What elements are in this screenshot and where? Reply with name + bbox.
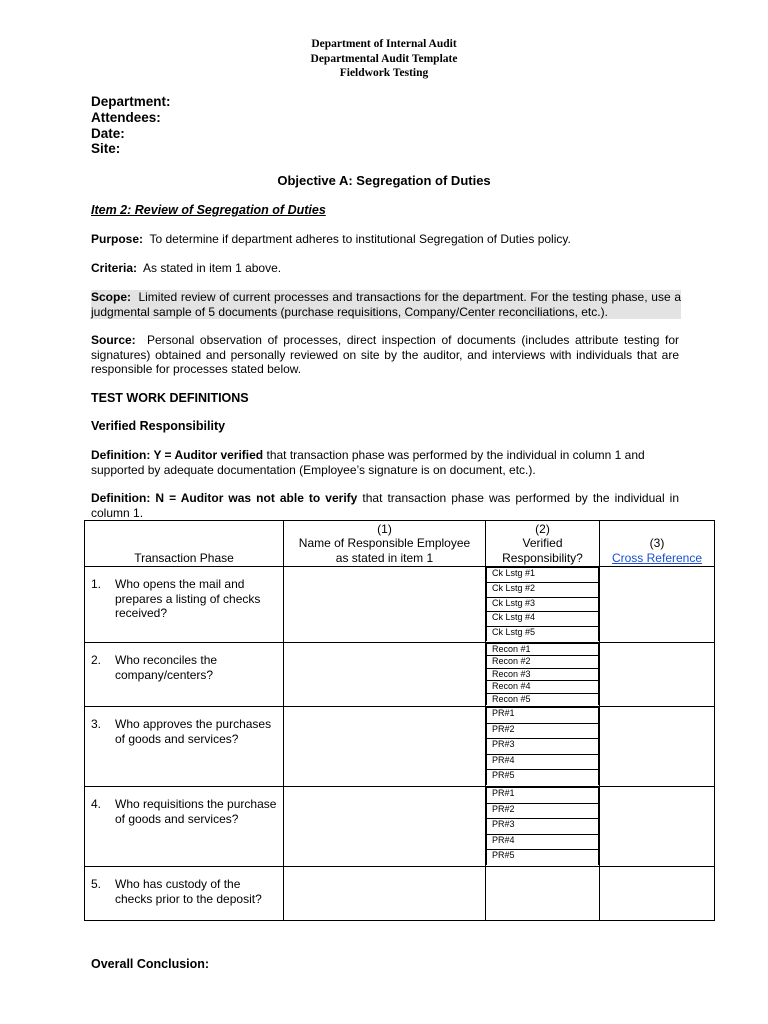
sample-row	[487, 597, 599, 612]
sample-row	[487, 850, 599, 866]
definition-y-text: that transaction phase was performed by the individual in column 1 and supported by adequate documentation (Employee’s signature is on document, etc.).	[91, 448, 645, 477]
sample-label[interactable]: Recon #5	[487, 693, 599, 705]
table-header-row	[85, 521, 715, 567]
responsible-employee-cell[interactable]	[284, 707, 486, 787]
sample-label[interactable]: Recon #1	[487, 644, 599, 656]
sample-list	[486, 643, 599, 705]
question-text: Who opens the mail and prepares a listing of checks received?	[115, 577, 261, 620]
source-paragraph	[91, 333, 679, 377]
col-responsible-employee	[284, 521, 486, 567]
purpose-text: To determine if department adheres to institutional Segregation of Duties policy.	[149, 232, 571, 246]
transaction-phase-cell	[85, 567, 284, 643]
header-line-1: Department of Internal Audit	[311, 38, 457, 50]
definition-y-label: Definition: Y = Auditor verified	[91, 448, 264, 462]
question-text: Who reconciles the company/centers?	[115, 653, 218, 682]
responsible-employee-cell[interactable]	[284, 867, 486, 921]
definition-n-text: that transaction phase was performed by the individual in column 1.	[91, 491, 680, 520]
transaction-phase-cell	[85, 787, 284, 867]
sample-list	[486, 567, 599, 641]
cross-reference-cell[interactable]	[600, 643, 715, 707]
scope-text: Limited review of current processes and transactions for the department. For the testing phase, use a judgmental sample of 5 documents (purchase requisitions, Company/Center reconciliations, etc.).	[91, 290, 681, 319]
transaction-phase-cell	[85, 707, 284, 787]
col-1-number: (1)	[377, 521, 392, 536]
sample-label[interactable]: Recon #3	[487, 668, 599, 680]
verified-responsibility-cell[interactable]	[486, 567, 600, 643]
transaction-phase-cell	[85, 643, 284, 707]
sample-list	[486, 707, 599, 785]
verified-responsibility-cell[interactable]	[486, 787, 600, 867]
table-row	[85, 787, 715, 867]
question-text: Who approves the purchases of goods and services?	[115, 717, 272, 746]
responsible-employee-cell[interactable]	[284, 643, 486, 707]
criteria-text: As stated in item 1 above.	[143, 261, 282, 275]
sample-row	[487, 788, 599, 804]
attendees-label: Attendees:	[91, 109, 161, 125]
question-number: 3.	[91, 717, 102, 731]
verified-responsibility-cell[interactable]	[486, 867, 600, 921]
sample-label[interactable]: PR#2	[487, 723, 599, 739]
table-row	[85, 643, 715, 707]
sample-row	[487, 612, 599, 627]
sample-label[interactable]: PR#4	[487, 834, 599, 850]
col-3-number: (3)	[649, 536, 665, 550]
item-title: Item 2: Review of Segregation of Duties	[91, 203, 326, 217]
sample-row	[487, 708, 599, 724]
document-header	[0, 37, 768, 81]
purpose-paragraph	[91, 232, 679, 247]
cross-reference-cell[interactable]	[600, 567, 715, 643]
sample-row	[487, 656, 599, 668]
col-verified-responsibility	[486, 521, 600, 567]
sample-label[interactable]: Ck Lstg #5	[487, 627, 599, 642]
objective-title: Objective A: Segregation of Duties	[277, 173, 491, 188]
sample-row	[487, 803, 599, 819]
date-label: Date:	[91, 125, 125, 141]
definition-n-label: Definition: N = Auditor was not able to verify	[91, 491, 358, 505]
sample-label[interactable]: PR#3	[487, 739, 599, 755]
transaction-phase-cell	[85, 867, 284, 921]
sample-label[interactable]: PR#2	[487, 803, 599, 819]
question-number: 5.	[91, 877, 102, 891]
source-label: Source:	[91, 333, 136, 347]
question-number: 1.	[91, 577, 102, 591]
sample-row	[487, 627, 599, 642]
table-row	[85, 867, 715, 921]
header-line-2: Departmental Audit Template	[310, 52, 458, 65]
sample-label[interactable]: PR#5	[487, 770, 599, 786]
sample-row	[487, 644, 599, 656]
question-text: Who requisitions the purchase of goods and services?	[115, 797, 277, 826]
table-row	[85, 707, 715, 787]
scope-paragraph	[91, 290, 681, 319]
table-row	[85, 567, 715, 643]
sample-row	[487, 693, 599, 705]
sample-label[interactable]: Recon #2	[487, 656, 599, 668]
sample-label[interactable]: PR#1	[487, 708, 599, 724]
col-2-line-1: Verified	[522, 536, 563, 550]
cross-reference-cell[interactable]	[600, 867, 715, 921]
sample-label[interactable]: Recon #4	[487, 681, 599, 693]
sample-row	[487, 668, 599, 680]
responsible-employee-cell[interactable]	[284, 567, 486, 643]
sample-label[interactable]: PR#3	[487, 819, 599, 835]
criteria-paragraph	[91, 261, 679, 276]
criteria-label: Criteria:	[91, 261, 138, 275]
sample-row	[487, 582, 599, 597]
sample-label[interactable]: Ck Lstg #3	[487, 597, 599, 612]
verified-title: Verified Responsibility	[91, 419, 226, 433]
sample-label[interactable]: Ck Lstg #4	[487, 612, 599, 627]
sample-label[interactable]: PR#1	[487, 788, 599, 804]
overall-conclusion: Overall Conclusion:	[91, 957, 210, 971]
sample-row	[487, 770, 599, 786]
responsible-employee-cell[interactable]	[284, 787, 486, 867]
cross-reference-cell[interactable]	[600, 787, 715, 867]
fieldwork-table	[84, 520, 715, 921]
scope-label: Scope:	[91, 290, 132, 304]
sample-label[interactable]: Ck Lstg #2	[487, 582, 599, 597]
col-1-line-1: Name of Responsible Employee	[298, 536, 471, 550]
col-1-line-2: as stated in item 1	[335, 550, 434, 565]
col-transaction-phase	[85, 521, 284, 567]
sample-label[interactable]: Ck Lstg #1	[487, 568, 599, 583]
cross-reference-link[interactable]: Cross Reference	[611, 550, 703, 565]
header-line-3: Fieldwork Testing	[339, 67, 429, 79]
sample-label[interactable]: PR#4	[487, 754, 599, 770]
sample-label[interactable]: PR#5	[487, 850, 599, 866]
verified-responsibility-cell[interactable]	[486, 707, 600, 787]
sample-row	[487, 754, 599, 770]
sample-list	[486, 787, 599, 865]
col-cross-reference	[600, 521, 715, 567]
sample-row	[487, 723, 599, 739]
meta-block	[91, 94, 171, 157]
col-2-number: (2)	[535, 521, 550, 536]
sample-row	[487, 568, 599, 583]
question-number: 2.	[91, 653, 102, 667]
source-text: Personal observation of processes, direct inspection of documents (includes attribute testing for signatures) obtained and personally reviewed on site by the auditor, and interviews with individuals that are responsible for processes stated below.	[91, 333, 680, 376]
sample-row	[487, 834, 599, 850]
sample-row	[487, 819, 599, 835]
cross-reference-cell[interactable]	[600, 707, 715, 787]
definition-y	[91, 448, 679, 477]
department-label: Department:	[91, 94, 171, 109]
site-label: Site:	[91, 141, 121, 157]
question-text: Who has custody of the checks prior to the deposit?	[115, 877, 262, 906]
sample-row	[487, 681, 599, 693]
col-transaction-phase-label: Transaction Phase	[134, 550, 234, 565]
col-2-line-2: Responsibility?	[502, 550, 583, 565]
test-work-title: TEST WORK DEFINITIONS	[91, 391, 249, 405]
sample-row	[487, 739, 599, 755]
verified-responsibility-cell[interactable]	[486, 643, 600, 707]
purpose-label: Purpose:	[91, 232, 144, 246]
question-number: 4.	[91, 797, 102, 811]
definition-n	[91, 491, 679, 520]
